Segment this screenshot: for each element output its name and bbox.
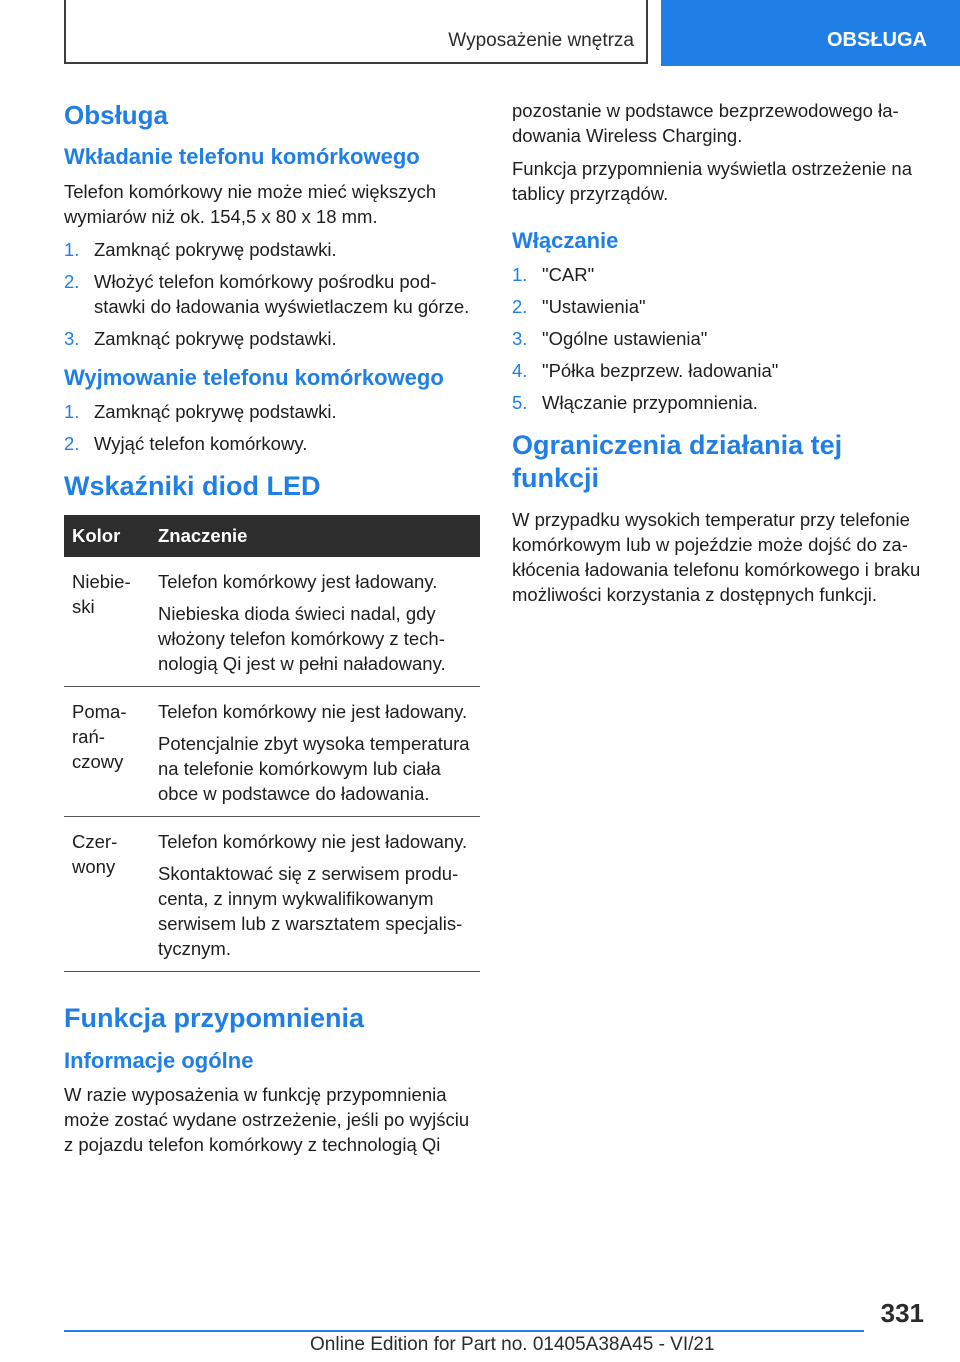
step-number: 1. xyxy=(64,238,80,260)
step-text: Zamknąć pokrywę podstawki. xyxy=(94,327,337,349)
list-item xyxy=(64,269,480,319)
step-number: 3. xyxy=(512,328,528,350)
col-meaning-header: Znaczenie xyxy=(150,515,480,557)
meaning-line: Telefon komórkowy nie jest ładowany. xyxy=(158,701,468,723)
meaning-line: Potencjalnie zbyt wysoka temperatura na telefonie komórkowym lub ciała obce w podstawce do ładowania. xyxy=(158,733,470,805)
list-item xyxy=(64,399,480,424)
step-text: Wyjąć telefon komórkowy. xyxy=(94,432,308,454)
step-number: 2. xyxy=(512,296,528,318)
list-item xyxy=(512,358,928,383)
led-meaning-cell xyxy=(150,687,480,817)
list-item xyxy=(512,326,928,351)
step-number: 3. xyxy=(64,327,80,349)
step-number: 2. xyxy=(64,270,80,292)
step-text: Zamknąć pokrywę podstawki. xyxy=(94,238,337,260)
meaning-line: Skontaktować się z serwisem producenta, z innym wykwalifikowanym serwisem lub z warsztatem specjalistycznym. xyxy=(158,863,463,960)
list-item xyxy=(512,294,928,319)
enable-heading: Włączanie xyxy=(512,228,619,253)
step-number: 1. xyxy=(64,400,80,422)
continued-text-1: pozostanie w podstawce bezprzewodowego ładowania Wireless Charging. xyxy=(512,100,899,146)
continued-text-2: Funkcja przypomnienia wyświetla ostrzeżenie na tablicy przyrządów. xyxy=(512,158,912,204)
spacer xyxy=(512,214,928,228)
header-chapter-tab[interactable] xyxy=(661,0,960,66)
footer-divider xyxy=(64,1330,864,1332)
insert-steps xyxy=(64,237,480,351)
led-color-cell: Czerwony xyxy=(64,817,150,972)
led-color-cell: Niebieski xyxy=(64,557,150,687)
list-item xyxy=(512,262,928,287)
meaning-line: Niebieska dioda świeci nadal, gdy włożony telefon komórkowy z technologią Qi jest w pełni naładowany. xyxy=(158,603,446,675)
table-row xyxy=(64,557,480,687)
remove-steps xyxy=(64,399,480,456)
insert-text: Telefon komórkowy nie może mieć większych wymiarów niż ok. 154,5 x 80 x 18 mm. xyxy=(64,180,437,227)
enable-steps xyxy=(512,262,928,415)
limits-heading: Ograniczenia działania tej funkcji xyxy=(512,430,843,493)
table-header-row xyxy=(64,515,480,557)
spacer xyxy=(64,972,480,1002)
remove-heading: Wyjmowanie telefonu komórkowego xyxy=(64,364,444,390)
led-color-cell: Pomarańczowy xyxy=(64,687,150,817)
step-text: Włożyć telefon komórkowy pośrodku podstawki do ładowania wyświetlaczem ku górze. xyxy=(94,270,470,317)
reminder-heading: Funkcja przypomnienia xyxy=(64,1003,365,1034)
step-text: "Półka bezprzew. ładowania" xyxy=(542,360,779,382)
led-table xyxy=(64,515,480,972)
right-column xyxy=(512,98,928,615)
reminder-subheading: Informacje ogólne xyxy=(64,1047,254,1073)
led-meaning-cell xyxy=(150,557,480,687)
step-number: 5. xyxy=(512,392,528,414)
list-item xyxy=(512,390,928,415)
list-item xyxy=(64,237,480,262)
step-text: "Ustawienia" xyxy=(542,296,646,318)
led-heading: Wskaźniki diod LED xyxy=(64,470,321,501)
left-column xyxy=(64,100,480,1165)
reminder-text: W razie wyposażenia w funkcję przypomnienia może zostać wydane ostrzeżenie, jeśli po wyjściu z pojazdu telefon komórkowy z technologią Qi xyxy=(64,1084,470,1156)
step-text: "CAR" xyxy=(542,264,595,286)
meaning-line: Telefon komórkowy nie jest ładowany. xyxy=(158,831,468,853)
meaning-line: Telefon komórkowy jest ładowany. xyxy=(158,571,438,593)
header-section-box xyxy=(64,0,648,64)
insert-heading: Wkładanie telefonu komórkowego xyxy=(64,144,420,170)
step-number: 4. xyxy=(512,360,528,382)
step-text: Włączanie przypomnienia. xyxy=(542,392,758,414)
led-meaning-cell xyxy=(150,817,480,972)
footer-edition: Online Edition for Part no. 01405A38A45 - VI/21 xyxy=(310,1334,715,1355)
col-color-header: Kolor xyxy=(64,515,150,557)
step-text: Zamknąć pokrywę podstawki. xyxy=(94,400,337,422)
step-number: 1. xyxy=(512,264,528,286)
list-item xyxy=(64,326,480,351)
table-row xyxy=(64,687,480,817)
step-number: 2. xyxy=(64,432,80,454)
table-row xyxy=(64,817,480,972)
page-number: 331 xyxy=(880,1298,924,1328)
header-chapter-label: OBSŁUGA xyxy=(827,29,927,51)
page-title: Obsługa xyxy=(64,100,169,130)
step-text: "Ogólne ustawienia" xyxy=(542,328,708,350)
list-item xyxy=(64,431,480,456)
limits-text: W przypadku wysokich temperatur przy telefonie komórkowym lub w pojeździe może dojść do zakłócenia ładowania telefonu komórkowego i braku możliwości korzystania z dostępnych funkcji. xyxy=(512,509,921,606)
header-section-title: Wyposażenie wnętrza xyxy=(448,30,634,51)
